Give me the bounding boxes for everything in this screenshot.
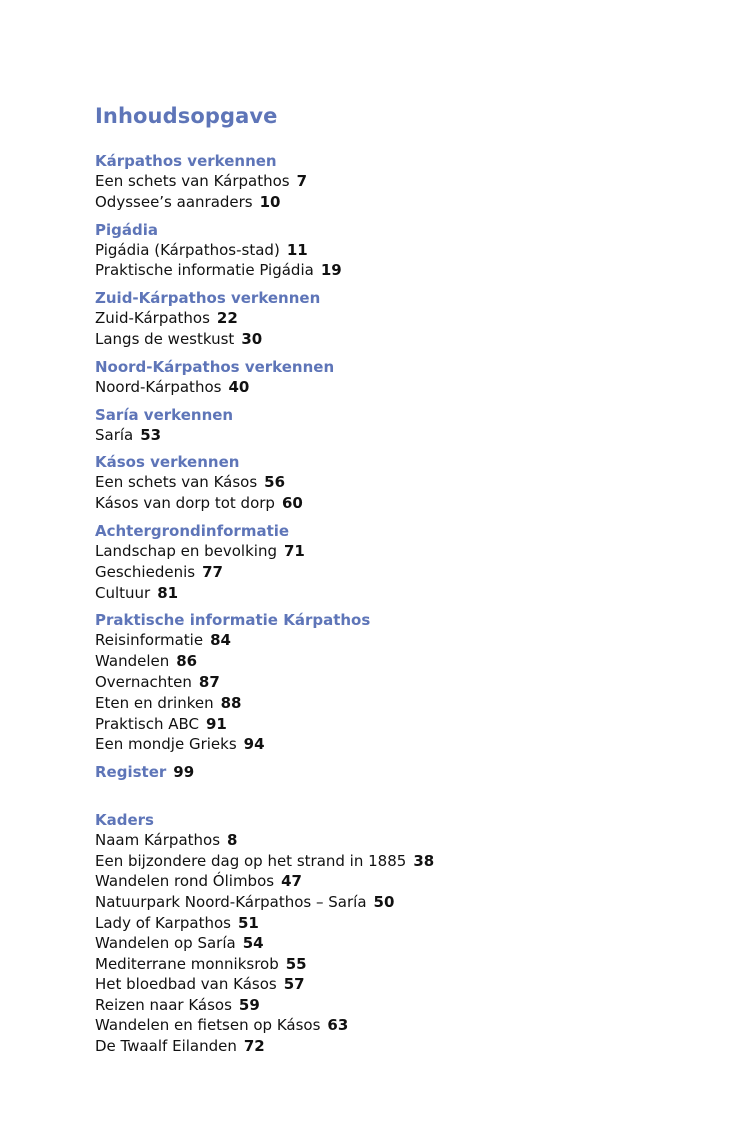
kader-entry[interactable] xyxy=(95,974,736,995)
toc-section xyxy=(95,452,736,514)
table-of-contents xyxy=(95,104,736,1064)
toc-section xyxy=(95,405,736,446)
entry-label: Reisinformatie xyxy=(95,631,204,650)
entry-label: Landschap en bevolking xyxy=(95,541,277,560)
entry-label: Wandelen op Saría xyxy=(95,934,236,953)
page-number: 99 xyxy=(173,763,195,782)
kader-entry[interactable] xyxy=(95,954,736,975)
page-number: 53 xyxy=(140,425,162,444)
entry-label: Pigádia (Kárpathos-stad) xyxy=(95,240,280,259)
page-number: 7 xyxy=(296,172,308,190)
page-number: 30 xyxy=(241,329,263,348)
kaders-entries xyxy=(95,830,736,1057)
toc-entry[interactable] xyxy=(95,240,736,261)
section-heading: Kárpathos verkennen xyxy=(95,152,277,170)
entry-label: Odyssee’s aanraders xyxy=(95,192,253,211)
kader-entry[interactable] xyxy=(95,1036,736,1057)
page-number: 59 xyxy=(238,995,260,1014)
entry-label: Kásos van dorp tot dorp xyxy=(95,494,275,513)
page-number: 55 xyxy=(285,954,307,973)
section-heading: Achtergrondinformatie xyxy=(95,521,290,540)
kader-entry[interactable] xyxy=(95,995,736,1016)
toc-entry[interactable] xyxy=(95,171,736,192)
page-number: 57 xyxy=(283,975,305,994)
register-entry[interactable] xyxy=(95,762,736,782)
page-number: 81 xyxy=(157,583,179,602)
entry-label: Een schets van Kárpathos xyxy=(95,172,290,190)
page-number: 77 xyxy=(202,562,223,581)
entry-label: Wandelen rond Ólimbos xyxy=(95,872,275,891)
entry-label: Het bloedbad van Kásos xyxy=(95,975,277,994)
toc-section xyxy=(95,288,736,350)
entry-label: Cultuur xyxy=(95,583,151,602)
entry-label: Zuid-Kárpathos xyxy=(95,309,210,328)
entry-label: Saría xyxy=(95,425,134,444)
entry-label: Wandelen xyxy=(95,652,170,671)
entry-label: Een mondje Grieks xyxy=(95,735,237,754)
toc-entry[interactable] xyxy=(95,693,736,714)
page-number: 50 xyxy=(373,892,395,911)
toc-entry[interactable] xyxy=(95,734,736,755)
entry-label: Wandelen en fietsen op Kásos xyxy=(95,1016,321,1035)
toc-sections xyxy=(95,151,736,755)
toc-entry[interactable] xyxy=(95,472,736,493)
entry-label: Reizen naar Kásos xyxy=(95,995,232,1014)
page-number: 38 xyxy=(413,851,435,870)
entry-label: Lady of Karpathos xyxy=(95,913,231,932)
toc-entry[interactable] xyxy=(95,672,736,693)
entry-label: Een bijzondere dag op het strand in 1885 xyxy=(95,851,407,870)
kader-entry[interactable] xyxy=(95,1015,736,1036)
entry-label: Praktisch ABC xyxy=(95,714,199,733)
toc-entry[interactable] xyxy=(95,541,736,562)
toc-section xyxy=(95,610,736,755)
section-heading: Saría verkennen xyxy=(95,405,234,424)
kader-entry[interactable] xyxy=(95,933,736,954)
toc-entry[interactable] xyxy=(95,425,736,446)
toc-entry[interactable] xyxy=(95,329,736,350)
kader-entry[interactable] xyxy=(95,851,736,872)
page-number: 10 xyxy=(259,192,281,211)
page-number: 86 xyxy=(176,652,198,671)
page-number: 40 xyxy=(228,377,250,396)
toc-section xyxy=(95,521,736,603)
entry-label: Een schets van Kásos xyxy=(95,473,258,492)
page-number: 19 xyxy=(320,261,342,280)
kader-entry[interactable] xyxy=(95,892,736,913)
kader-entry[interactable] xyxy=(95,913,736,934)
section-heading: Praktische informatie Kárpathos xyxy=(95,611,371,630)
toc-entry[interactable] xyxy=(95,493,736,514)
page-number: 94 xyxy=(243,735,265,754)
entry-label: Noord-Kárpathos xyxy=(95,377,222,396)
section-heading: Kásos verkennen xyxy=(95,453,240,472)
toc-section xyxy=(95,151,736,213)
toc-entry[interactable] xyxy=(95,260,736,281)
page-number: 60 xyxy=(281,494,303,513)
entry-label: Geschiedenis xyxy=(95,562,196,581)
toc-entry[interactable] xyxy=(95,377,736,398)
toc-section xyxy=(95,220,736,282)
entry-label: Langs de westkust xyxy=(95,329,235,348)
toc-entry[interactable] xyxy=(95,630,736,651)
kader-entry[interactable] xyxy=(95,871,736,892)
page-number: 11 xyxy=(286,240,308,259)
page-number: 63 xyxy=(327,1016,349,1035)
entry-label: Overnachten xyxy=(95,672,192,691)
page-number: 22 xyxy=(216,309,238,328)
toc-entry[interactable] xyxy=(95,192,736,213)
section-heading: Kaders xyxy=(95,811,154,830)
kader-entry[interactable] xyxy=(95,830,736,851)
toc-entry[interactable] xyxy=(95,562,736,583)
kaders-section xyxy=(95,810,736,1057)
page-number: 84 xyxy=(210,631,231,650)
entry-label: Natuurpark Noord-Kárpathos – Saría xyxy=(95,892,367,911)
section-heading: Noord-Kárpathos verkennen xyxy=(95,357,335,376)
entry-label: Naam Kárpathos xyxy=(95,831,221,850)
section-heading: Zuid-Kárpathos verkennen xyxy=(95,289,321,308)
entry-label: Praktische informatie Pigádia xyxy=(95,261,314,280)
toc-entry[interactable] xyxy=(95,308,736,329)
page-number: 87 xyxy=(198,672,220,691)
page-number: 8 xyxy=(227,831,238,850)
toc-entry[interactable] xyxy=(95,651,736,672)
entry-label: Eten en drinken xyxy=(95,693,214,712)
page-number: 71 xyxy=(284,541,305,560)
page-number: 47 xyxy=(281,872,302,891)
register-label: Register xyxy=(95,763,167,782)
page-number: 72 xyxy=(243,1037,265,1056)
toc-entry[interactable] xyxy=(95,583,736,604)
page-number: 91 xyxy=(205,714,227,733)
entry-label: Mediterrane monniksrob xyxy=(95,954,279,973)
section-heading: Pigádia xyxy=(95,220,158,239)
page-number: 88 xyxy=(220,693,242,712)
toc-entry[interactable] xyxy=(95,714,736,735)
page-number: 54 xyxy=(242,934,264,953)
page-number: 56 xyxy=(264,473,286,492)
toc-section xyxy=(95,357,736,398)
page-number: 51 xyxy=(237,913,259,932)
page-title: Inhoudsopgave xyxy=(95,104,278,128)
entry-label: De Twaalf Eilanden xyxy=(95,1037,237,1056)
